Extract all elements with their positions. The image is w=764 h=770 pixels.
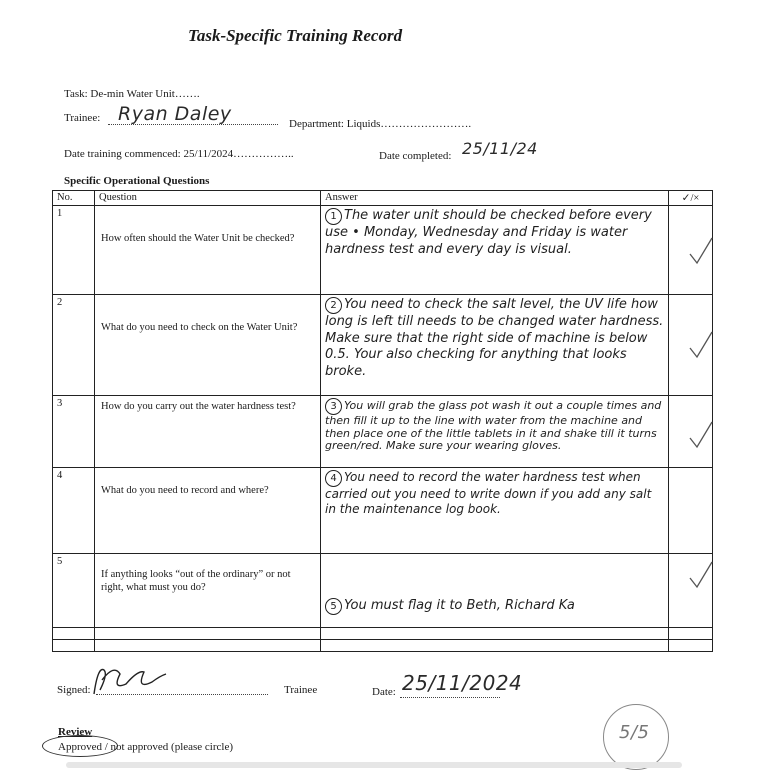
answer-text: You will grab the glass pot wash it out a couple times and then fill it up to the line with water from the machine and then place one of the little tablets in it and shake till it turns green/red. Make sure your wearing gloves. [325,399,662,452]
row-number: 3 [53,396,95,468]
row-question: How do you carry out the water hardness test? [95,396,321,468]
table-header-row [53,191,713,206]
table-row-empty [53,628,713,640]
task-value: De-min Water Unit [90,88,175,100]
table-row [53,206,713,295]
row-question: If anything looks “out of the ordinary” or not right, what must you do? [95,554,321,628]
header-question: Question [95,191,321,206]
answer-number: 3 [325,398,342,415]
row-answer [321,206,669,295]
commenced-value: 25/11/2024 [183,148,234,160]
row-question: How often should the Water Unit be checked? [95,206,321,295]
row-number: 2 [53,295,95,396]
trainee-label: Trainee: [64,112,101,124]
table-row [53,468,713,554]
signature-image [90,660,170,700]
date-line [400,697,500,698]
table-row-empty [53,640,713,652]
row-answer [321,396,669,468]
section-title: Specific Operational Questions [64,175,210,187]
questions-table [52,190,713,652]
header-answer: Answer [321,191,669,206]
completed-value: 25/11/24 [462,139,538,158]
approval-text: Approved / not approved (please circle) [58,741,234,753]
score-value: 5/5 [619,722,650,743]
completed-label: Date completed: [379,150,452,162]
completed-row [379,150,451,162]
header-check: ✓/× [669,191,713,206]
department-row: Department: Liquids……………………. [289,118,472,130]
answer-number: 1 [325,208,342,225]
tick-mark-icon [688,420,714,450]
answer-number: 5 [325,598,342,615]
answer-text: You need to check the salt level, the UV life how long is left till needs to be changed water hardness. Make sure that the right side of machine is below 0.5. Your also checking for anything that looks broke. [325,297,664,379]
row-answer [321,295,669,396]
row-answer [321,554,669,628]
page-title: Task-Specific Training Record [188,26,403,45]
tick-mark-icon [688,560,714,590]
table-row [53,396,713,468]
table-row [53,554,713,628]
row-question: What do you need to check on the Water Unit? [95,295,321,396]
commenced-label: Date training commenced: [64,148,181,160]
department-value: Liquids [346,118,381,130]
row-number: 1 [53,206,95,295]
row-check [669,468,713,554]
row-number: 5 [53,554,95,628]
tick-mark-icon [688,330,714,360]
department-label: Department: [289,118,344,130]
answer-text: The water unit should be checked before every use • Monday, Wednesday and Friday is water hardness test and every day is visual. [325,208,652,257]
task-label: Task: [64,88,88,100]
task-row: Task: De-min Water Unit……. [64,88,200,100]
table-row [53,295,713,396]
answer-text: You need to record the water hardness test when carried out you need to write down if you add any salt in the maintenance log book. [325,470,652,516]
row-question: What do you need to record and where? [95,468,321,554]
answer-text: You must flag it to Beth, Richard Ka [344,598,575,613]
row-number: 4 [53,468,95,554]
commenced-row: Date training commenced: 25/11/2024…………….. [64,148,294,160]
bottom-edge-bar [66,762,682,768]
row-answer [321,468,669,554]
tick-mark-icon [688,236,714,266]
review-label: Review [58,726,93,738]
answer-number: 2 [325,297,342,314]
date-label: Date: [372,686,396,698]
header-no: No. [53,191,95,206]
trainee-value: Ryan Daley [118,103,232,125]
signed-label: Signed: [57,684,91,696]
trainee-signature-label: Trainee [284,684,318,696]
date-value: 25/11/2024 [402,671,523,695]
answer-number: 4 [325,470,342,487]
